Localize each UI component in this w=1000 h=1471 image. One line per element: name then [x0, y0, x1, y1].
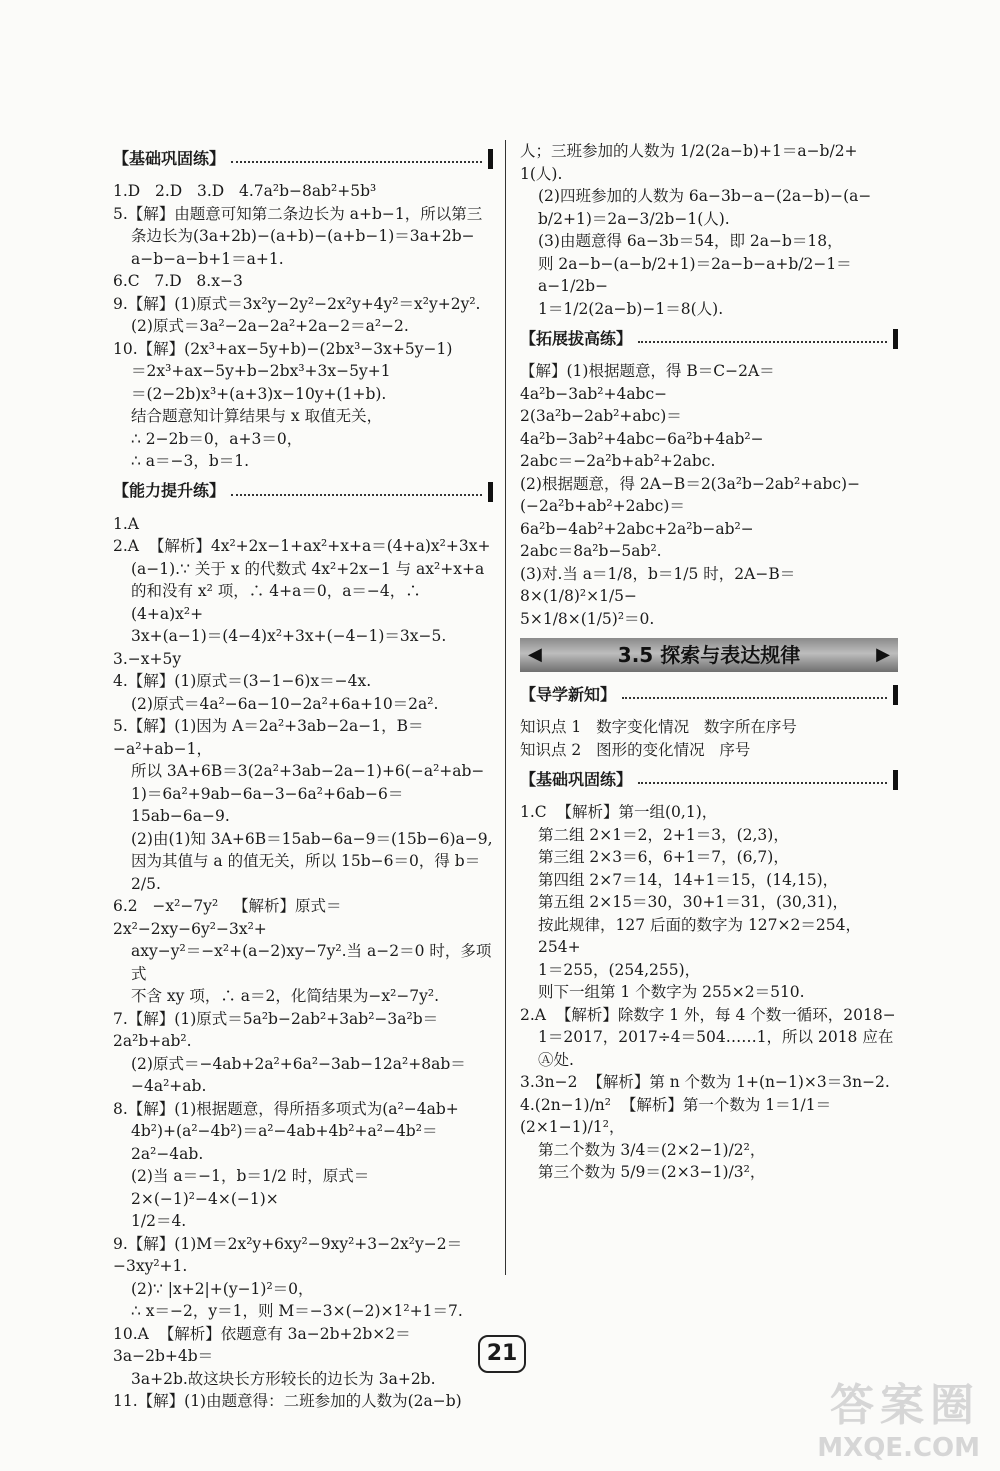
section-header: 【拓展拔高练】 [520, 326, 898, 352]
answer-line: 第二个数为 3/4＝(2×2−1)/2²， [538, 1140, 766, 1159]
column-divider [505, 140, 506, 1275]
answer-line: b/2+1)＝2a−3/2b−1(人). [538, 209, 730, 228]
section-header: 【基础巩固练】 [113, 146, 493, 172]
answer-line: 9.【解】(1)原式＝3x²y−2y²−2x²y+4y²＝x²y+2y². [113, 294, 481, 313]
answer-line: 1＝2017，2017÷4＝504……1，所以 2018 应在 [538, 1028, 894, 1046]
answer-line: 2.A 【解析】除数字 1 外，每 4 个数一循环，2018− [520, 1005, 896, 1024]
answer-line: 1＝1/2(2a−b)−1＝8(人). [538, 299, 724, 318]
answer-line: ＝(2−2b)x³+(a+3)x−10y+(1+b). [131, 384, 387, 403]
answer-line: 第二组 2×1＝2，2+1＝3，(2,3)， [538, 825, 789, 844]
answer-line: 1.D 2.D 3.D 4.7a²b−8ab²+5b³ [113, 182, 377, 200]
answer-line: ∴ a＝−3，b＝1. [131, 452, 250, 470]
answer-line: 因为其值与 a 的值无关，所以 15b−6＝0，得 b＝2/5. [131, 852, 481, 893]
right-arrow-icon: ▶ [876, 644, 890, 665]
answer-line: 2(3a²b−2ab²+abc)＝4a²b−3ab²+4abc−6a²b+4ab²− [520, 407, 764, 448]
section-header: 【能力提升练】 [113, 479, 493, 505]
answer-line: (3)对.当 a＝1/8，b＝1/5 时，2A−B＝8×(1/8)²×1/5− [520, 564, 796, 605]
answer-line: (2)根据题意，得 2A−B＝2(3a²b−2ab²+abc)− [520, 474, 861, 493]
answer-line: 4.(2n−1)/n² 【解析】第一个数为 1＝1/1＝(2×1−1)/1²， [520, 1095, 832, 1136]
answer-line: 则 2a−b−(a−b/2+1)＝2a−b−a+b/2−1＝a−1/2b− [538, 254, 852, 295]
answer-line: 1)＝6a²+9ab−6a−3−6a²+6ab−6＝15ab−6a−9. [131, 784, 404, 825]
watermark: 答案圈 MXQE.COM [817, 1380, 980, 1463]
answer-line: 人；三班参加的人数为 1/2(2a−b)+1＝a−b/2+ [520, 142, 858, 160]
answer-line: 知识点 2 图形的变化情况 序号 [520, 740, 751, 759]
answer-line: 1(人). [520, 164, 563, 183]
answer-line: 7.【解】(1)原式＝5a²b−2ab²+3ab²−3a²b＝2a²b+ab². [113, 1009, 439, 1050]
answer-line: 6.C 7.D 8.x−3 [113, 272, 243, 290]
answer-line: 1/2＝4. [131, 1212, 187, 1230]
answer-line: 第五组 2×15＝30，30+1＝31，(30,31)， [538, 893, 848, 911]
answer-line: ∴ x＝−2，y＝1，则 M＝−3×(−2)×1²+1＝7. [131, 1302, 463, 1320]
answer-line: (2)由(1)知 3A+6B＝15ab−6a−9＝(15b−6)a−9, [131, 829, 493, 848]
answer-line: 1.C 【解析】第一组(0,1)， [520, 803, 718, 821]
answer-line: axy−y²＝−x²+(a−2)xy−7y².当 a−2＝0 时，多项式 [131, 942, 492, 983]
left-arrow-icon: ◀ [528, 644, 542, 665]
answer-line: (3)由题意得 6a−3b＝54，即 2a−b＝18， [538, 232, 843, 250]
left-column [113, 140, 493, 1413]
answer-line: ∴ 2−2b＝0，a+3＝0， [131, 429, 303, 448]
answer-line: 【解】(1)根据题意，得 B＝C−2A＝4a²b−3ab²+4abc− [520, 362, 775, 403]
answer-line: 5×1/8×(1/5)²＝0. [520, 609, 655, 628]
answer-line: 3a+2b.故这块长方形较长的边长为 3a+2b. [131, 1369, 436, 1388]
answer-line: a−b−a−b+1＝a+1. [131, 249, 284, 268]
answer-line: (2)∵ |x+2|+(y−1)²＝0， [131, 1279, 314, 1298]
answer-line: 5.【解】(1)因为 A＝2a²+3ab−2a−1，B＝−a²+ab−1， [113, 717, 424, 758]
answer-line: 所以 3A+6B＝3(2a²+3ab−2a−1)+6(−a²+ab− [131, 762, 485, 780]
answer-line: ＝2x³+ax−5y+b−2bx³+3x−5y+1 [131, 362, 391, 380]
answer-line: 2abc＝8a²b−5ab². [520, 542, 662, 560]
answer-line: 3.−x+5y [113, 649, 182, 668]
answer-line: Ⓐ处. [538, 1050, 574, 1069]
answer-line: 10.A 【解析】依题意有 3a−2b+2b×2＝3a−2b+4b＝ [113, 1324, 411, 1365]
answer-line: (2)原式＝−4ab+2a²+6a²−3ab−12a²+8ab＝−4a²+ab. [131, 1054, 466, 1095]
right-column [520, 140, 898, 1184]
answer-line: 知识点 1 数字变化情况 数字所在序号 [520, 718, 797, 736]
answer-line: 结合题意知计算结果与 x 取值无关， [131, 407, 383, 425]
section-header: 【基础巩固练】 [520, 767, 898, 793]
answer-line: 11.【解】(1)由题意得：二班参加的人数为(2a−b) [113, 1392, 462, 1410]
answer-line: 第四组 2×7＝14，14+1＝15，(14,15)， [538, 870, 839, 889]
answer-line: 8.【解】(1)根据题意，得所捂多项式为(a²−4ab+ [113, 1099, 459, 1118]
answer-line: 2abc＝−2a²b+ab²+2abc. [520, 452, 716, 470]
answer-line: 4b²)+(a²−4b²)＝a²−4ab+4b²+a²−4b²＝2a²−4ab. [131, 1122, 438, 1163]
answer-line: (a−1).∵ 关于 x 的代数式 4x²+2x−1 与 ax²+x+a [131, 559, 485, 578]
answer-line: (2)原式＝4a²−6a−10−2a²+6a+10＝2a². [131, 694, 439, 713]
answer-line: 条边长为(3a+2b)−(a+b)−(a+b−1)＝3a+2b− [131, 227, 475, 245]
answer-line: 第三组 2×3＝6，6+1＝7，(6,7)， [538, 848, 789, 866]
answer-line: 4.【解】(1)原式＝(3−1−6)x＝−4x. [113, 672, 372, 690]
answer-line: 6.2 −x²−7y² 【解析】原式＝2x²−2xy−6y²−3x²+ [113, 897, 342, 938]
answer-line: 3.3n−2 【解析】第 n 个数为 1+(n−1)×3＝3n−2. [520, 1073, 890, 1091]
answer-line: (2)当 a＝−1，b＝1/2 时，原式＝2×(−1)²−4×(−1)× [131, 1167, 370, 1208]
section-header: 【导学新知】 [520, 682, 898, 708]
answer-line: 1.A [113, 514, 139, 533]
answer-line: 9.【解】(1)M＝2x²y+6xy²−9xy²+3−2x²y−2＝−3xy²+1. [113, 1234, 463, 1275]
answer-line: 1＝255，(254,255)， [538, 960, 701, 979]
answer-line: (2)四班参加的人数为 6a−3b−a−(2a−b)−(a− [538, 187, 872, 205]
answer-line: 5.【解】由题意可知第二条边长为 a+b−1，所以第三 [113, 204, 483, 223]
answer-line: 不含 xy 项，∴ a＝2，化简结果为−x²−7y². [131, 987, 440, 1005]
answer-line: 第三个数为 5/9＝(2×3−1)/3²， [538, 1163, 766, 1181]
answer-line: 3x+(a−1)＝(4−4)x²+3x+(−4−1)＝3x−5. [131, 627, 447, 645]
answer-line: (2)原式＝3a²−2a−2a²+2a−2＝a²−2. [131, 317, 409, 335]
answer-line: (−2a²b+ab²+2abc)＝6a²b−4ab²+2abc+2a²b−ab²− [520, 497, 754, 538]
answer-line: 10.【解】(2x³+ax−5y+b)−(2bx³−3x+5y−1) [113, 339, 453, 358]
answer-line: 按此规律，127 后面的数字为 127×2＝254，254+ [538, 915, 861, 956]
page-number: 21 [478, 1335, 526, 1373]
answer-line: 则下一组第 1 个数字为 255×2＝510. [538, 983, 805, 1001]
section-banner: ◀ 3.5 探索与表达规律 ▶ [520, 638, 898, 672]
answer-line: 2.A 【解析】4x²+2x−1+ax²+x+a＝(4+a)x²+3x+ [113, 537, 491, 555]
answer-line: 的和没有 x² 项，∴ 4+a＝0，a＝−4，∴ (4+a)x²+ [131, 582, 426, 623]
